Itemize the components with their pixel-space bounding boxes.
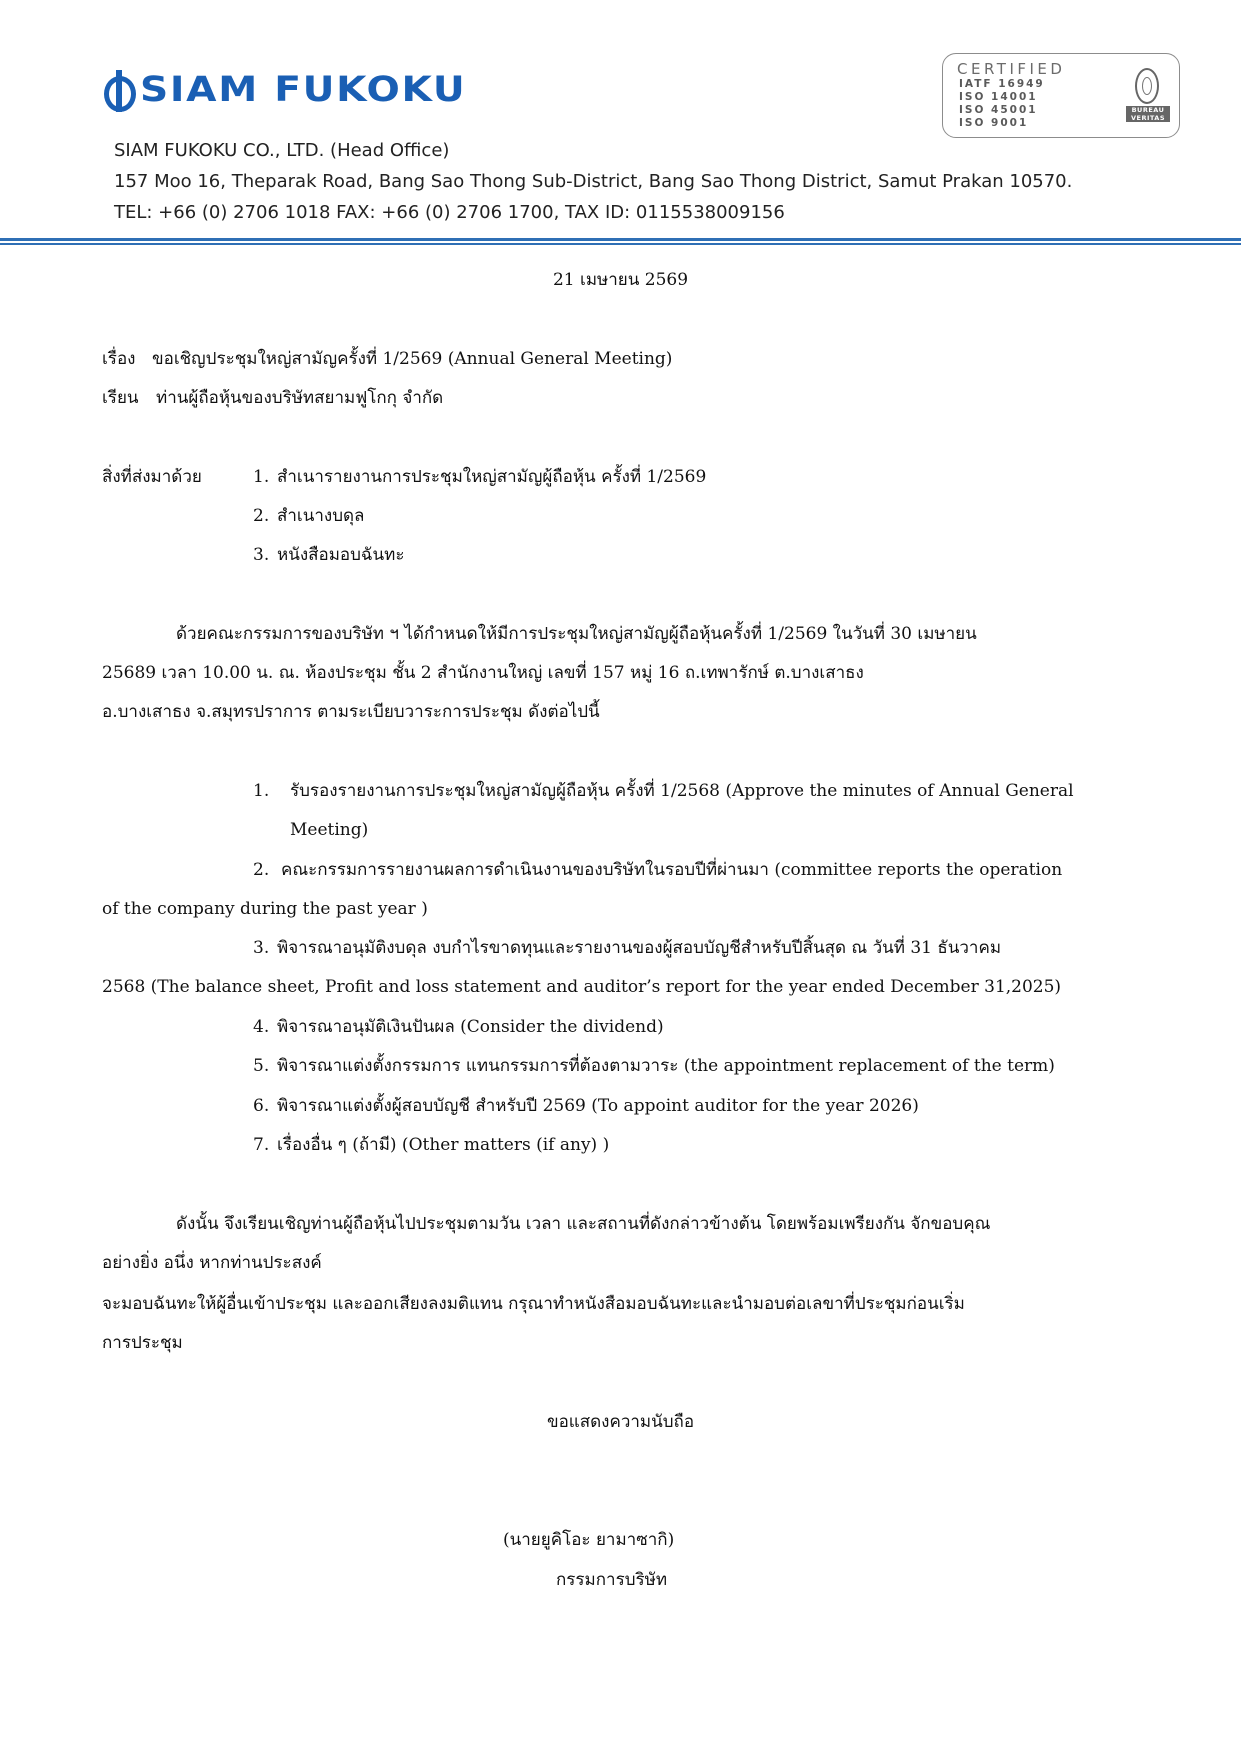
agenda-item-line: พิจารณาอนุมัติเงินปันผล (Consider the dividend) [277,1017,664,1037]
agenda-item-line: คณะกรรมการรายงานผลการดำเนินงานของบริษัทในรอบปีที่ผ่านมา (committee reports the operation [281,860,1063,880]
company-address: 157 Moo 16, Theparak Road, Bang Sao Thong Sub-District, Bang Sao Thong District, Samut Prakan 10570. [114,171,1073,192]
agenda-number: 3. [253,938,270,958]
agenda-number: 1. [253,781,270,801]
enclosure-item: สำเนางบดุล [277,506,365,526]
cert-standard: ISO 45001 [959,104,1038,116]
enclosures-label: สิ่งที่ส่งมาด้วย [102,467,202,487]
agenda-item-line: รับรองรายงานการประชุมใหญ่สามัญผู้ถือหุ้น ครั้งที่ 1/2568 (Approve the minutes of Annual General [290,781,1074,801]
agenda-item-line: พิจารณาแต่งตั้งผู้สอบบัญชี สำหรับปี 2569 (To appoint auditor for the year 2026) [277,1096,919,1116]
agenda-number: 2. [253,860,270,880]
agenda-item-line: 2568 (The balance sheet, Profit and loss statement and auditor’s report for the year ended December 31,2025) [102,977,1062,997]
enclosure-item: สำเนารายงานการประชุมใหญ่สามัญผู้ถือหุ้น ครั้งที่ 1/2569 [277,467,707,487]
enclosure-number: 1. [253,467,270,487]
agenda-item-line: of the company during the past year ) [102,899,428,919]
agenda-item-line: เรื่องอื่น ๆ (ถ้ามี) (Other matters (if any) ) [277,1135,610,1155]
certification-badge [942,53,1180,138]
company-name: SIAM FUKOKU CO., LTD. (Head Office) [114,140,450,161]
agenda-item-line: พิจารณาอนุมัติงบดุล งบกำไรขาดทุนและรายงานของผู้สอบบัญชีสำหรับปีสิ้นสุด ณ วันที่ 31 ธันวาคม [277,938,1002,958]
letter-date: 21 เมษายน 2569 [552,270,689,290]
to-text: ท่านผู้ถือหุ้นของบริษัทสยามฟูโกกุ จำกัด [156,388,444,408]
enclosure-number: 3. [253,545,270,565]
bv-label: BUREAU [1131,106,1165,114]
company-logo [102,68,467,112]
header-divider-thin [0,243,1241,245]
closing-line: อย่างยิ่ง อนึ่ง หากท่านประสงค์ [102,1253,322,1273]
intro-line: ด้วยคณะกรรมการของบริษัท ฯ ได้กำหนดให้มีการประชุมใหญ่สามัญผู้ถือหุ้นครั้งที่ 1/2569 ในวันที่ 30 เมษายน [176,624,977,644]
cert-standard: ISO 9001 [959,117,1029,129]
agenda-number: 6. [253,1096,270,1116]
closing-line: ดังนั้น จึงเรียนเชิญท่านผู้ถือหุ้นไปประชุมตามวัน เวลา และสถานที่ดังกล่าวข้างต้น โดยพร้อมเพรียงกัน จักขอบคุณ [176,1214,991,1234]
signatory-name: (นายยูคิโอะ ยามาซากิ) [503,1530,675,1550]
closing-line: จะมอบฉันทะให้ผู้อื่นเข้าประชุม และออกเสียงลงมติแทน กรุณาทำหนังสือมอบฉันทะและนำมอบต่อเลขาที่ประชุมก่อนเริ่ม [102,1294,965,1314]
enclosure-number: 2. [253,506,270,526]
subject-text: ขอเชิญประชุมใหญ่สามัญครั้งที่ 1/2569 (Annual General Meeting) [152,349,673,369]
logo-text: SIAM FUKOKU [140,70,467,110]
enclosure-item: หนังสือมอบฉันทะ [277,545,405,565]
company-contact: TEL: +66 (0) 2706 1018 FAX: +66 (0) 2706 1700, TAX ID: 0115538009156 [114,202,785,223]
to-label: เรียน [102,388,139,408]
cert-title: CERTIFIED [957,60,1066,78]
agenda-number: 7. [253,1135,270,1155]
agenda-item-line: Meeting) [290,820,369,840]
agenda-number: 5. [253,1056,270,1076]
subject-label: เรื่อง [102,349,136,369]
intro-line: อ.บางเสาธง จ.สมุทรปราการ ตามระเบียบวาระการประชุม ดังต่อไปนี้ [102,702,600,722]
cert-standard: IATF 16949 [959,78,1045,90]
header-divider [0,238,1241,241]
signatory-title: กรรมการบริษัท [556,1570,668,1590]
agenda-number: 4. [253,1017,270,1037]
cert-standards [959,78,1045,130]
regards: ขอแสดงความนับถือ [546,1412,695,1432]
bv-label: VERITAS [1130,114,1166,122]
cert-standard: ISO 14001 [959,91,1038,103]
bureau-veritas-seal-icon [1126,68,1170,126]
closing-line: การประชุม [102,1333,183,1353]
intro-line: 25689 เวลา 10.00 น. ณ. ห้องประชุม ชั้น 2 สำนักงานใหญ่ เลขที่ 157 หมู่ 16 ถ.เทพารักษ์ ต.บางเสาธง [102,663,864,683]
logo-mark-icon [102,70,136,110]
agenda-item-line: พิจารณาแต่งตั้งกรรมการ แทนกรรมการที่ต้องตามวาระ (the appointment replacement of the term) [277,1056,1055,1076]
